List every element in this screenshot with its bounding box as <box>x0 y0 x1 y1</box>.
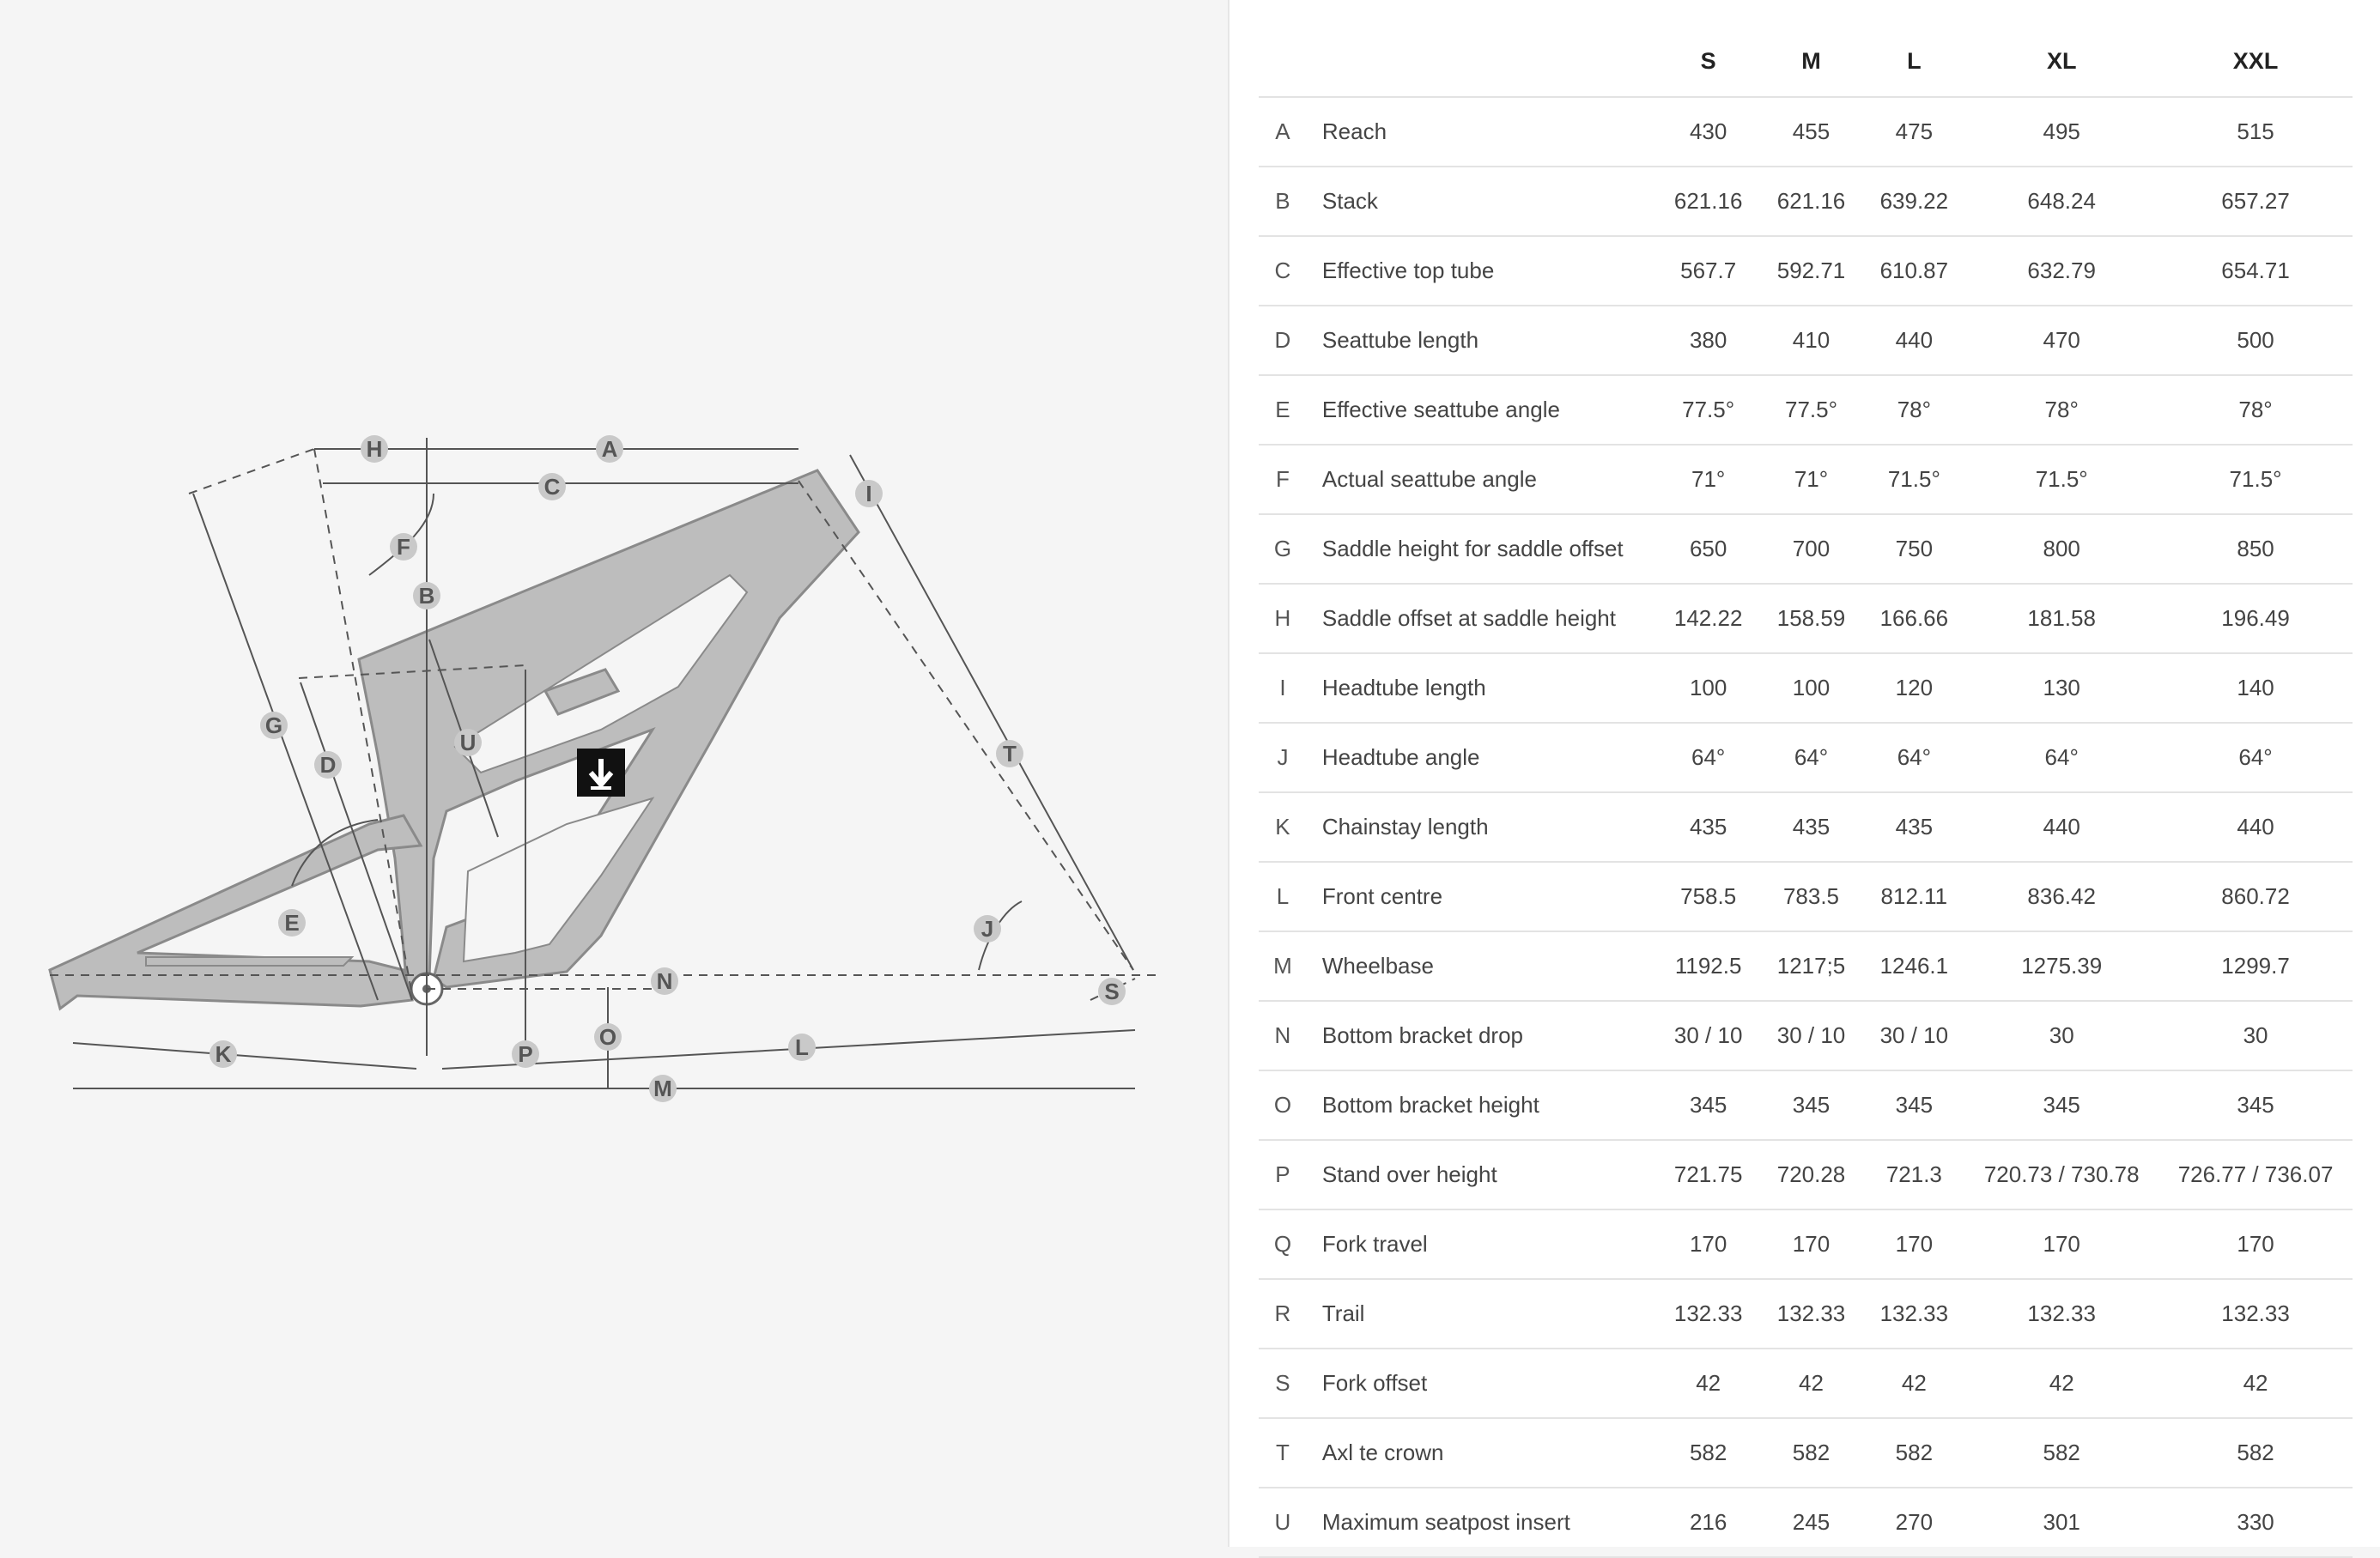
row-value: 440 <box>1964 792 2158 862</box>
row-value: 592.71 <box>1759 236 1864 306</box>
row-value: 632.79 <box>1964 236 2158 306</box>
row-value: 657.27 <box>2158 167 2353 236</box>
row-value: 1246.1 <box>1863 931 1964 1001</box>
row-letter: T <box>1259 1418 1307 1488</box>
label-L <box>788 1034 816 1061</box>
row-value: 100 <box>1658 653 1759 723</box>
row-letter: A <box>1259 97 1307 167</box>
row-label: Maximum seatpost insert <box>1307 1488 1658 1557</box>
table-row <box>1259 792 2353 862</box>
row-letter: G <box>1259 514 1307 584</box>
row-value: 170 <box>1759 1209 1864 1279</box>
row-label: Wheelbase <box>1307 931 1658 1001</box>
row-value: 435 <box>1759 792 1864 862</box>
row-value: 515 <box>2158 97 2353 167</box>
row-label: Effective seattube angle <box>1307 375 1658 445</box>
label-J <box>974 915 1001 943</box>
svg-text:A: A <box>601 436 618 462</box>
row-letter: E <box>1259 375 1307 445</box>
row-value: 783.5 <box>1759 862 1864 931</box>
row-value: 721.3 <box>1863 1140 1964 1209</box>
table-row <box>1259 236 2353 306</box>
row-value: 71° <box>1759 445 1864 514</box>
row-value: 158.59 <box>1759 584 1864 653</box>
row-value: 77.5° <box>1759 375 1864 445</box>
row-label: Fork offset <box>1307 1349 1658 1418</box>
row-label: Seattube length <box>1307 306 1658 375</box>
svg-text:D: D <box>319 752 337 778</box>
svg-text:B: B <box>418 583 435 609</box>
row-value: 345 <box>1964 1070 2158 1140</box>
row-value: 650 <box>1658 514 1759 584</box>
row-letter: B <box>1259 167 1307 236</box>
row-value: 170 <box>1658 1209 1759 1279</box>
download-arrow-icon[interactable] <box>577 749 625 797</box>
row-value: 582 <box>1759 1418 1864 1488</box>
label-U <box>454 729 482 756</box>
row-value: 270 <box>1863 1488 1964 1557</box>
size-header: M <box>1759 26 1864 97</box>
svg-text:K: K <box>215 1041 232 1067</box>
row-letter: S <box>1259 1349 1307 1418</box>
row-label: Reach <box>1307 97 1658 167</box>
size-header: S <box>1658 26 1759 97</box>
row-value: 610.87 <box>1863 236 1964 306</box>
row-value: 345 <box>1863 1070 1964 1140</box>
row-letter: I <box>1259 653 1307 723</box>
row-value: 216 <box>1658 1488 1759 1557</box>
row-value: 582 <box>1863 1418 1964 1488</box>
row-value: 1217;5 <box>1759 931 1864 1001</box>
row-value: 71° <box>1658 445 1759 514</box>
table-body <box>1259 97 2353 1557</box>
table-row <box>1259 375 2353 445</box>
geometry-table <box>1259 26 2353 1558</box>
label-O <box>594 1023 622 1051</box>
row-value: 470 <box>1964 306 2158 375</box>
label-D <box>314 751 342 779</box>
row-value: 170 <box>1863 1209 1964 1279</box>
row-value: 836.42 <box>1964 862 2158 931</box>
row-value: 132.33 <box>2158 1279 2353 1349</box>
row-value: 64° <box>1658 723 1759 792</box>
row-letter: P <box>1259 1140 1307 1209</box>
size-header: XXL <box>2158 26 2353 97</box>
table-row <box>1259 1140 2353 1209</box>
label-B <box>413 582 440 609</box>
table-row <box>1259 931 2353 1001</box>
row-value: 132.33 <box>1759 1279 1864 1349</box>
row-label: Stand over height <box>1307 1140 1658 1209</box>
row-value: 30 / 10 <box>1658 1001 1759 1070</box>
row-value: 410 <box>1759 306 1864 375</box>
table-row <box>1259 653 2353 723</box>
table-row <box>1259 306 2353 375</box>
row-letter: M <box>1259 931 1307 1001</box>
row-label: Bottom bracket drop <box>1307 1001 1658 1070</box>
row-letter: K <box>1259 792 1307 862</box>
row-value: 435 <box>1658 792 1759 862</box>
row-value: 380 <box>1658 306 1759 375</box>
row-value: 78° <box>1964 375 2158 445</box>
svg-text:E: E <box>284 910 300 936</box>
row-value: 860.72 <box>2158 862 2353 931</box>
row-value: 132.33 <box>1964 1279 2158 1349</box>
svg-text:O: O <box>598 1024 617 1050</box>
geometry-table-panel <box>1228 0 2380 1547</box>
header-letter <box>1259 26 1307 97</box>
row-value: 1192.5 <box>1658 931 1759 1001</box>
label-A <box>596 435 623 463</box>
row-value: 245 <box>1759 1488 1864 1557</box>
row-value: 42 <box>2158 1349 2353 1418</box>
row-value: 430 <box>1658 97 1759 167</box>
label-P <box>512 1040 539 1068</box>
row-value: 345 <box>2158 1070 2353 1140</box>
row-value: 726.77 / 736.07 <box>2158 1140 2353 1209</box>
row-label: Stack <box>1307 167 1658 236</box>
label-K <box>209 1040 237 1068</box>
row-letter: O <box>1259 1070 1307 1140</box>
row-value: 170 <box>2158 1209 2353 1279</box>
row-value: 345 <box>1658 1070 1759 1140</box>
row-value: 812.11 <box>1863 862 1964 931</box>
table-row <box>1259 862 2353 931</box>
row-label: Trail <box>1307 1279 1658 1349</box>
row-label: Bottom bracket height <box>1307 1070 1658 1140</box>
row-value: 132.33 <box>1658 1279 1759 1349</box>
row-value: 455 <box>1759 97 1864 167</box>
row-value: 170 <box>1964 1209 2158 1279</box>
row-letter: C <box>1259 236 1307 306</box>
row-letter: R <box>1259 1279 1307 1349</box>
row-label: Actual seattube angle <box>1307 445 1658 514</box>
label-I <box>855 480 883 507</box>
svg-text:M: M <box>653 1076 672 1101</box>
table-row <box>1259 1349 2353 1418</box>
table-row <box>1259 1418 2353 1488</box>
table-row <box>1259 1001 2353 1070</box>
row-value: 64° <box>2158 723 2353 792</box>
row-value: 42 <box>1964 1349 2158 1418</box>
row-value: 64° <box>1863 723 1964 792</box>
row-value: 30 / 10 <box>1863 1001 1964 1070</box>
table-row <box>1259 723 2353 792</box>
row-value: 166.66 <box>1863 584 1964 653</box>
row-value: 721.75 <box>1658 1140 1759 1209</box>
svg-text:U: U <box>459 730 477 755</box>
row-value: 130 <box>1964 653 2158 723</box>
row-value: 582 <box>2158 1418 2353 1488</box>
row-value: 301 <box>1964 1488 2158 1557</box>
row-value: 639.22 <box>1863 167 1964 236</box>
svg-text:T: T <box>1003 741 1017 767</box>
row-value: 567.7 <box>1658 236 1759 306</box>
row-label: Front centre <box>1307 862 1658 931</box>
row-value: 495 <box>1964 97 2158 167</box>
row-value: 345 <box>1759 1070 1864 1140</box>
row-value: 120 <box>1863 653 1964 723</box>
row-value: 720.28 <box>1759 1140 1864 1209</box>
table-row <box>1259 1070 2353 1140</box>
table-row <box>1259 97 2353 167</box>
row-value: 475 <box>1863 97 1964 167</box>
svg-text:C: C <box>543 474 561 500</box>
row-value: 78° <box>1863 375 1964 445</box>
row-letter: H <box>1259 584 1307 653</box>
row-label: Effective top tube <box>1307 236 1658 306</box>
row-value: 100 <box>1759 653 1864 723</box>
row-label: Chainstay length <box>1307 792 1658 862</box>
row-value: 77.5° <box>1658 375 1759 445</box>
row-value: 142.22 <box>1658 584 1759 653</box>
row-letter: L <box>1259 862 1307 931</box>
svg-text:L: L <box>795 1034 809 1060</box>
size-header: XL <box>1964 26 2158 97</box>
row-value: 42 <box>1658 1349 1759 1418</box>
row-letter: D <box>1259 306 1307 375</box>
row-value: 850 <box>2158 514 2353 584</box>
row-value: 654.71 <box>2158 236 2353 306</box>
label-M <box>649 1075 677 1102</box>
row-value: 800 <box>1964 514 2158 584</box>
size-header: L <box>1863 26 1964 97</box>
row-value: 330 <box>2158 1488 2353 1557</box>
label-G <box>260 712 288 739</box>
label-H <box>361 435 388 463</box>
row-value: 30 <box>2158 1001 2353 1070</box>
row-value: 78° <box>2158 375 2353 445</box>
row-value: 621.16 <box>1658 167 1759 236</box>
row-value: 1275.39 <box>1964 931 2158 1001</box>
label-N <box>651 967 678 995</box>
row-value: 750 <box>1863 514 1964 584</box>
label-T <box>996 740 1023 767</box>
row-label: Fork travel <box>1307 1209 1658 1279</box>
table-row <box>1259 1279 2353 1349</box>
label-F <box>390 533 417 561</box>
row-value: 1299.7 <box>2158 931 2353 1001</box>
row-value: 621.16 <box>1759 167 1864 236</box>
row-letter: J <box>1259 723 1307 792</box>
table-row <box>1259 514 2353 584</box>
row-value: 758.5 <box>1658 862 1759 931</box>
table-header-row <box>1259 26 2353 97</box>
svg-text:P: P <box>518 1041 533 1067</box>
row-value: 720.73 / 730.78 <box>1964 1140 2158 1209</box>
row-letter: U <box>1259 1488 1307 1557</box>
table-row <box>1259 445 2353 514</box>
bike-frame <box>50 470 859 1009</box>
svg-text:N: N <box>656 968 673 994</box>
row-value: 30 / 10 <box>1759 1001 1864 1070</box>
label-E <box>278 909 306 937</box>
row-value: 582 <box>1964 1418 2158 1488</box>
row-value: 140 <box>2158 653 2353 723</box>
row-value: 71.5° <box>1964 445 2158 514</box>
row-value: 181.58 <box>1964 584 2158 653</box>
svg-text:I: I <box>865 481 872 506</box>
table-row <box>1259 1209 2353 1279</box>
row-value: 440 <box>2158 792 2353 862</box>
table-row <box>1259 584 2353 653</box>
row-value: 132.33 <box>1863 1279 1964 1349</box>
row-label: Axl te crown <box>1307 1418 1658 1488</box>
row-letter: F <box>1259 445 1307 514</box>
row-value: 30 <box>1964 1001 2158 1070</box>
row-value: 582 <box>1658 1418 1759 1488</box>
row-label: Headtube length <box>1307 653 1658 723</box>
row-value: 64° <box>1759 723 1864 792</box>
row-value: 435 <box>1863 792 1964 862</box>
row-value: 648.24 <box>1964 167 2158 236</box>
row-value: 196.49 <box>2158 584 2353 653</box>
svg-text:J: J <box>981 916 994 942</box>
row-value: 71.5° <box>1863 445 1964 514</box>
row-label: Headtube angle <box>1307 723 1658 792</box>
row-letter: Q <box>1259 1209 1307 1279</box>
label-C <box>538 473 566 500</box>
table-row <box>1259 167 2353 236</box>
row-value: 500 <box>2158 306 2353 375</box>
row-label: Saddle height for saddle offset <box>1307 514 1658 584</box>
row-value: 440 <box>1863 306 1964 375</box>
row-value: 71.5° <box>2158 445 2353 514</box>
row-value: 64° <box>1964 723 2158 792</box>
row-value: 700 <box>1759 514 1864 584</box>
row-value: 42 <box>1863 1349 1964 1418</box>
label-S <box>1098 978 1126 1005</box>
svg-text:F: F <box>397 534 410 560</box>
svg-text:G: G <box>264 712 283 738</box>
svg-text:S: S <box>1104 979 1120 1004</box>
svg-text:H: H <box>366 436 383 462</box>
row-value: 42 <box>1759 1349 1864 1418</box>
row-letter: N <box>1259 1001 1307 1070</box>
header-label <box>1307 26 1658 97</box>
row-label: Saddle offset at saddle height <box>1307 584 1658 653</box>
